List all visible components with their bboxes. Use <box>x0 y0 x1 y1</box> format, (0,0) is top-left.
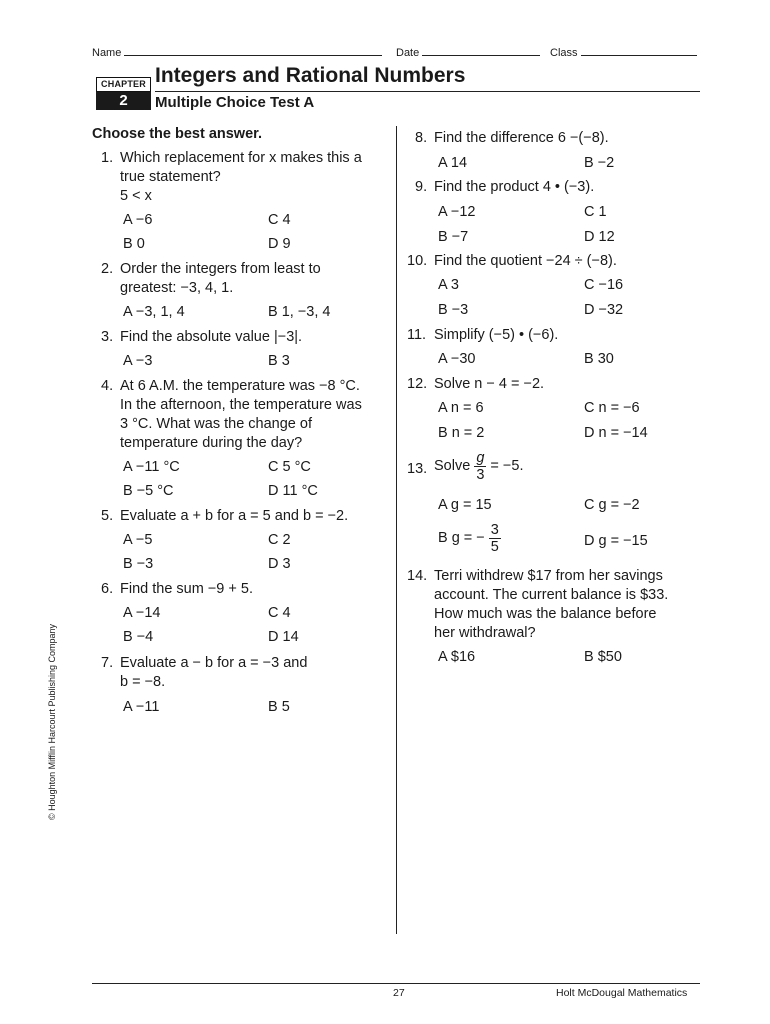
answer-choice[interactable]: B $50 <box>584 649 622 665</box>
date-field <box>396 45 540 59</box>
answer-choice[interactable]: B n = 2 <box>438 425 485 441</box>
answer-choice[interactable]: D 11 °C <box>268 483 318 499</box>
question-number: 13. <box>407 461 428 477</box>
answer-choice[interactable]: A −3 <box>123 353 153 369</box>
date-line[interactable] <box>422 45 540 56</box>
question-text: Simplify (−5) • (−6). <box>434 327 559 343</box>
fraction-3-over-5 <box>489 522 501 555</box>
fraction-numerator: g <box>476 450 485 466</box>
question-text <box>434 450 523 483</box>
question-text: her withdrawal? <box>434 625 536 641</box>
class-line[interactable] <box>581 45 697 56</box>
chapter-label: CHAPTER <box>96 77 151 92</box>
answer-choice[interactable]: A 14 <box>438 155 468 171</box>
answer-choice[interactable]: C 4 <box>268 212 291 228</box>
question-number: 12. <box>407 376 428 392</box>
name-field <box>92 45 382 59</box>
answer-choice[interactable]: B 1, −3, 4 <box>268 304 331 320</box>
question-number: 7. <box>101 655 114 671</box>
answer-choice[interactable]: B −3 <box>123 556 154 572</box>
answer-choice[interactable]: A −11 °C <box>123 459 180 475</box>
question-number: 5. <box>101 508 114 524</box>
class-label: Class <box>550 47 578 59</box>
question-number: 2. <box>101 261 114 277</box>
equation-rhs: = −5. <box>490 458 524 474</box>
question-number: 11. <box>407 327 427 343</box>
question-text: true statement? <box>120 169 221 185</box>
fraction-denominator: 5 <box>490 539 499 555</box>
question-text: Evaluate a − b for a = −3 and <box>120 655 308 671</box>
fraction-denominator: 3 <box>476 467 485 483</box>
page-number: 27 <box>393 987 405 999</box>
question-text: Evaluate a + b for a = 5 and b = −2. <box>120 508 349 524</box>
question-text: Which replacement for x makes this a <box>120 150 362 166</box>
answer-choice[interactable]: A −3, 1, 4 <box>123 304 185 320</box>
date-label: Date <box>396 47 420 59</box>
page-title: Integers and Rational Numbers <box>155 64 466 87</box>
question-text: Solve n − 4 = −2. <box>434 376 545 392</box>
question-text: 3 °C. What was the change of <box>120 416 312 432</box>
answer-choice[interactable]: A n = 6 <box>438 400 484 416</box>
question-text: Terri withdrew $17 from her savings <box>434 568 663 584</box>
class-field <box>550 45 697 59</box>
question-text: Find the quotient −24 ÷ (−8). <box>434 253 617 269</box>
copyright-notice: © Houghton Mifflin Harcourt Publishing Company <box>47 623 57 820</box>
question-number: 3. <box>101 329 114 345</box>
question-text: account. The current balance is $33. <box>434 587 669 603</box>
answer-choice[interactable]: A −6 <box>123 212 153 228</box>
footer-divider <box>92 983 700 984</box>
question-text: greatest: −3, 4, 1. <box>120 280 234 296</box>
question-number: 8. <box>415 130 428 146</box>
question-text: Find the product 4 • (−3). <box>434 179 595 195</box>
answer-choice[interactable]: A 3 <box>438 277 459 293</box>
question-number: 9. <box>415 179 428 195</box>
chapter-number: 2 <box>96 92 151 110</box>
answer-choice[interactable]: B −2 <box>584 155 615 171</box>
question-text: Order the integers from least to <box>120 261 321 277</box>
answer-choice[interactable]: B −4 <box>123 629 154 645</box>
answer-choice[interactable]: B −3 <box>438 302 469 318</box>
question-number: 1. <box>101 150 114 166</box>
answer-choice[interactable]: D g = −15 <box>584 533 648 549</box>
question-text: Find the sum −9 + 5. <box>120 581 253 597</box>
question-text: Find the absolute value |−3|. <box>120 329 303 345</box>
answer-choice[interactable]: C n = −6 <box>584 400 640 416</box>
answer-choice[interactable]: C 1 <box>584 204 607 220</box>
answer-choice[interactable]: D n = −14 <box>584 425 648 441</box>
instructions: Choose the best answer. <box>92 126 263 142</box>
answer-choice[interactable] <box>438 522 501 555</box>
answer-choice[interactable]: D 14 <box>268 629 299 645</box>
publisher-name: Holt McDougal Mathematics <box>556 987 688 999</box>
question-text: At 6 A.M. the temperature was −8 °C. <box>120 378 360 394</box>
question-number: 10. <box>407 253 428 269</box>
answer-choice[interactable]: A $16 <box>438 649 476 665</box>
question-number: 6. <box>101 581 114 597</box>
fraction-numerator: 3 <box>490 522 499 538</box>
answer-choice[interactable]: C g = −2 <box>584 497 640 513</box>
answer-choice-prefix: B g = − <box>438 530 485 546</box>
question-text: b = −8. <box>120 674 166 690</box>
name-label: Name <box>92 47 122 59</box>
solve-label: Solve <box>434 458 471 474</box>
question-text: How much was the balance before <box>434 606 657 622</box>
answer-choice[interactable]: A −5 <box>123 532 153 548</box>
answer-choice[interactable]: D −32 <box>584 302 624 318</box>
answer-choice[interactable]: B 30 <box>584 351 614 367</box>
fraction-g-over-3 <box>474 450 486 483</box>
question-text: 5 < x <box>120 188 152 204</box>
column-divider <box>396 126 397 934</box>
question-text: Find the difference 6 −(−8). <box>434 130 609 146</box>
answer-choice[interactable]: D 12 <box>584 229 615 245</box>
title-divider <box>155 91 700 92</box>
answer-choice[interactable]: B 3 <box>268 353 290 369</box>
question-number: 14. <box>407 568 428 584</box>
answer-choice[interactable]: C 2 <box>268 532 291 548</box>
question-text: temperature during the day? <box>120 435 303 451</box>
answer-choice[interactable]: B −7 <box>438 229 469 245</box>
page-subtitle: Multiple Choice Test A <box>155 94 315 111</box>
question-number: 4. <box>101 378 114 394</box>
answer-choice[interactable]: A −11 <box>123 699 160 715</box>
answer-choice[interactable]: A g = 15 <box>438 497 492 513</box>
answer-choice[interactable]: D 9 <box>268 236 291 252</box>
answer-choice[interactable]: C −16 <box>584 277 624 293</box>
question-text: In the afternoon, the temperature was <box>120 397 362 413</box>
answer-choice[interactable]: A −12 <box>438 204 476 220</box>
answer-choice[interactable]: C 5 °C <box>268 459 311 475</box>
answer-choice[interactable]: B 5 <box>268 699 290 715</box>
answer-choice[interactable]: A −30 <box>438 351 476 367</box>
name-line[interactable] <box>124 45 382 56</box>
answer-choice[interactable]: A −14 <box>123 605 161 621</box>
answer-choice[interactable]: C 4 <box>268 605 291 621</box>
answer-choice[interactable]: D 3 <box>268 556 291 572</box>
answer-choice[interactable]: B 0 <box>123 236 145 252</box>
answer-choice[interactable]: B −5 °C <box>123 483 174 499</box>
